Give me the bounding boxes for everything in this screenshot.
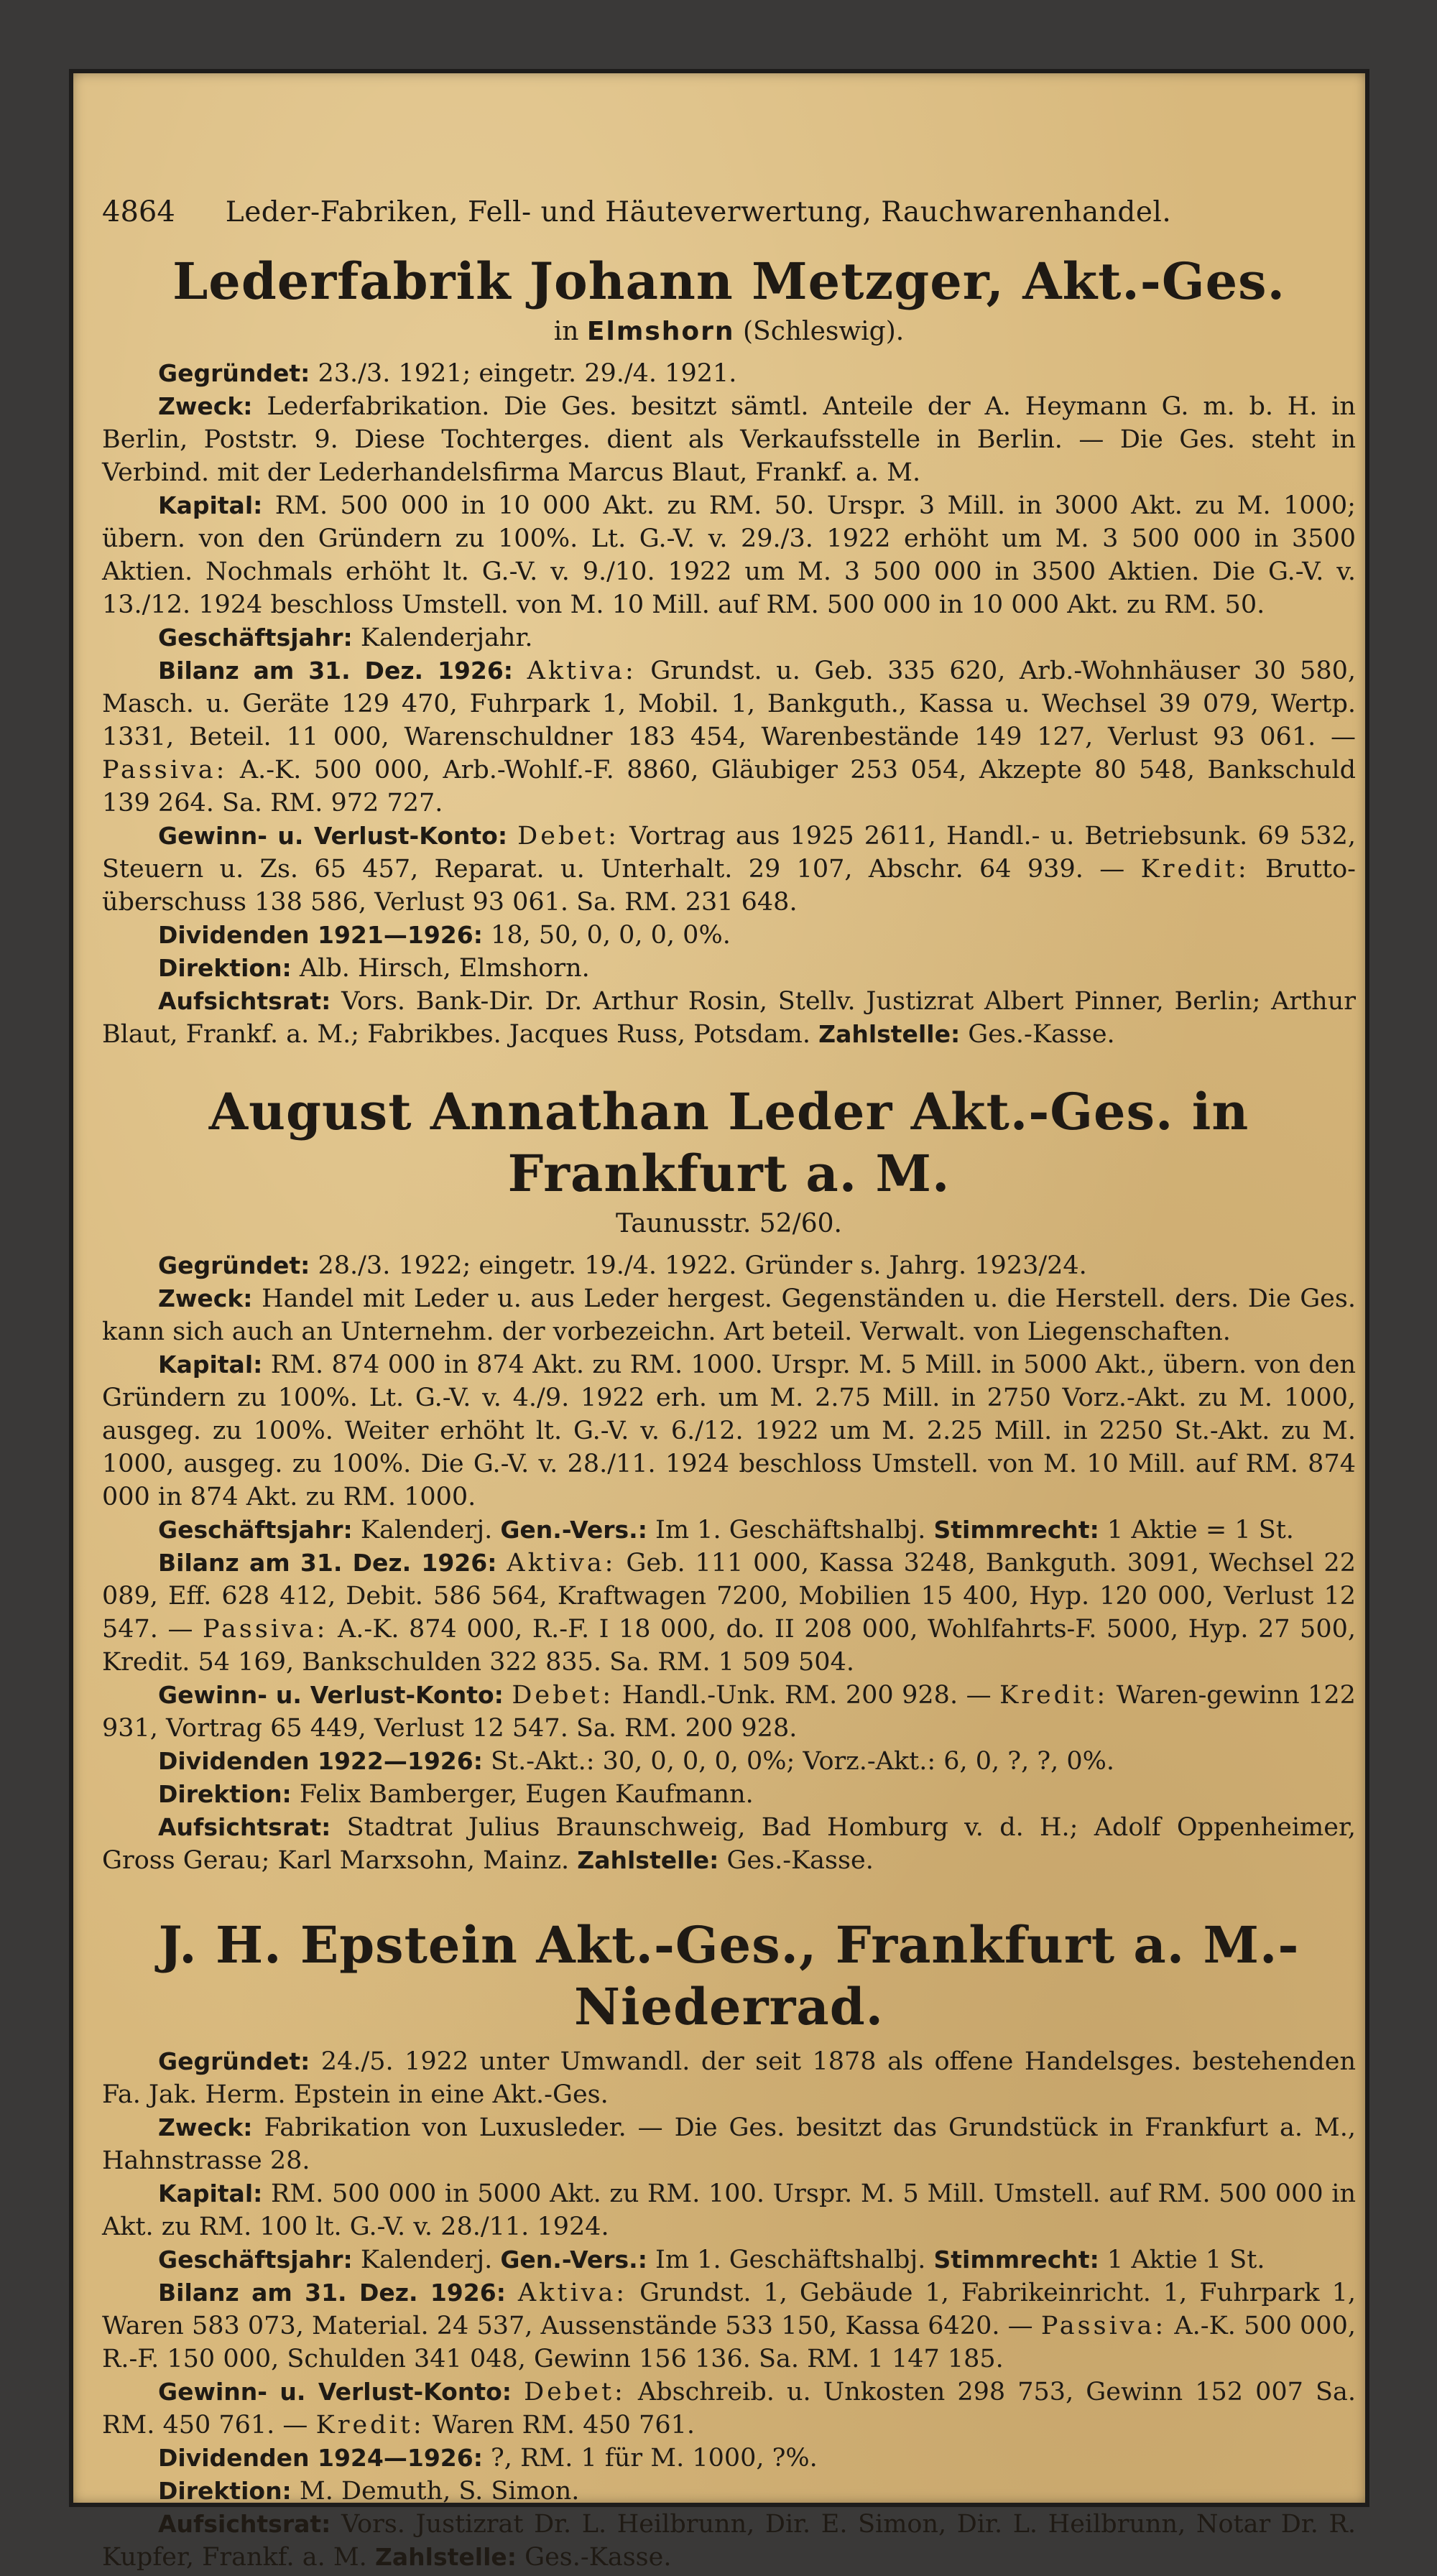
company-address: Taunusstr. 52/60. (616, 1209, 842, 1238)
management-entry: Direktion: Felix Bamberger, Eugen Kaufmann. (158, 1780, 754, 1809)
profit-loss-entry: Gewinn- u. Verlust-Konto: Debet: Handl.-Unk. RM. 200 928. — Kredit: Waren-gewinn 122 931, Vortrag 65 449, Verlust 12 547. Sa. RM. 200 928. (102, 1681, 1356, 1743)
fiscal-year-entry: Geschäftsjahr: Kalenderj. Gen.-Vers.: Im 1. Geschäftshalbj. Stimmrecht: 1 Aktie = 1 St. (158, 1516, 1294, 1544)
capital-entry: Kapital: RM. 874 000 in 874 Akt. zu RM. 1000. Urspr. M. 5 Mill. in 5000 Akt., übern. von den Gründern zu 100%. Lt. G.-V. v. 4./9. 1922 erh. um M. 2.75 Mill. in 2750 Vorz.-Akt. zu M. 1000, ausgeg. zu 100%. Weiter erhöht lt. G.-V. v. 6./12. 1922 um M. 2.25 Mill. in 2250 St.-Akt. zu M. 1000, ausgeg. zu 100%. Die G.-V. v. 28./11. 1924 beschloss Umstell. von M. 10 Mill. auf RM. 874 000 in 874 Akt. zu RM. 1000. (102, 1350, 1356, 1511)
dividends-entry: Dividenden 1924—1926: ?, RM. 1 für M. 1000, ?%. (158, 2444, 818, 2473)
founded-entry: Gegründet: 23./3. 1921; eingetr. 29./4. 1921. (158, 359, 737, 388)
fiscal-year-entry: Geschäftsjahr: Kalenderjahr. (158, 624, 533, 652)
supervisory-board-entry: Aufsichtsrat: Stadtrat Julius Braunschweig, Bad Homburg v. d. H.; Adolf Oppenheimer, Gross Gerau; Karl Marxsohn, Mainz. Zahlstelle: Ges.-Kasse. (102, 1813, 1356, 1875)
fiscal-year-entry: Geschäftsjahr: Kalenderj. Gen.-Vers.: Im 1. Geschäftshalbj. Stimmrecht: 1 Aktie 1 St. (158, 2246, 1265, 2274)
page-number: 4864 (102, 195, 175, 228)
company-name: August Annathan Leder Akt.-Ges. in Frankfurt a. M. (208, 1082, 1249, 1203)
dividends-entry: Dividenden 1922—1926: St.-Akt.: 30, 0, 0, 0, 0%; Vorz.-Akt.: 6, 0, ?, ?, 0%. (158, 1747, 1114, 1776)
running-header (102, 195, 1356, 229)
profit-loss-entry: Gewinn- u. Verlust-Konto: Debet: Vortrag aus 1925 2611, Handl.- u. Betriebsunk. 69 532, Steuern u. Zs. 65 457, Reparat. u. Unterhalt. 29 107, Abschr. 64 939. — Kredit: Brutto-überschuss 138 586, Verlust 93 061. Sa. RM. 231 648. (102, 822, 1356, 917)
management-entry: Direktion: Alb. Hirsch, Elmshorn. (158, 954, 590, 983)
profit-loss-entry: Gewinn- u. Verlust-Konto: Debet: Abschreib. u. Unkosten 298 753, Gewinn 152 007 Sa. RM. 450 761. — Kredit: Waren RM. 450 761. (102, 2378, 1356, 2440)
purpose-entry: Zweck: Handel mit Leder u. aus Leder hergest. Gegenständen u. die Herstell. ders. Die Ges. kann sich auch an Unternehm. der vorbezeichn. Art beteil. Verwalt. von Liegenschaften. (102, 1284, 1356, 1346)
founded-entry: Gegründet: 24./5. 1922 unter Umwandl. der seit 1878 als offene Handelsges. bestehenden Fa. Jak. Herm. Epstein in eine Akt.-Ges. (102, 2047, 1356, 2109)
company-entry (102, 1081, 1356, 1877)
balance-entry: Bilanz am 31. Dez. 1926: Aktiva: Grundst. u. Geb. 335 620, Arb.-Wohnhäuser 30 580, Masch. u. Geräte 129 470, Fuhrpark 1, Mobil. 1, Bankguth., Kassa u. Wechsel 39 079, Wertp. 1331, Beteil. 11 000, Warenschuldner 183 454, Warenbestände 149 127, Verlust 93 061. — Passiva: A.-K. 500 000, Arb.-Wohlf.-F. 8860, Gläubiger 253 054, Akzepte 80 548, Bankschuld 139 264. Sa. RM. 972 727. (102, 657, 1356, 817)
capital-entry: Kapital: RM. 500 000 in 10 000 Akt. zu RM. 50. Urspr. 3 Mill. in 3000 Akt. zu M. 1000; übern. von den Gründern zu 100%. Lt. G.-V. v. 29./3. 1922 erhöht um M. 3 500 000 in 3500 Aktien. Nochmals erhöht lt. G.-V. v. 9./10. 1922 um M. 3 500 000 in 3500 Aktien. Die G.-V. v. 13./12. 1924 beschloss Umstell. von M. 10 Mill. auf RM. 500 000 in 10 000 Akt. zu RM. 50. (102, 491, 1356, 619)
supervisory-board-entry: Aufsichtsrat: Vors. Justizrat Dr. L. Heilbrunn, Dir. E. Simon, Dir. L. Heilbrunn, Notar Dr. R. Kupfer, Frankf. a. M. Zahlstelle: Ges.-Kasse. (102, 2510, 1356, 2572)
balance-entry: Bilanz am 31. Dez. 1926: Aktiva: Grundst. 1, Gebäude 1, Fabrikeinricht. 1, Fuhrpark 1, Waren 583 073, Material. 24 537, Aussenstände 533 150, Kassa 6420. — Passiva: A.-K. 500 000, R.-F. 150 000, Schulden 341 048, Gewinn 156 136. Sa. RM. 1 147 185. (102, 2279, 1356, 2373)
balance-entry: Bilanz am 31. Dez. 1926: Aktiva: Geb. 111 000, Kassa 3248, Bankguth. 3091, Wechsel 22 089, Eff. 628 412, Debit. 586 564, Kraftwagen 7200, Mobilien 15 400, Hyp. 120 000, Verlust 12 547. — Passiva: A.-K. 874 000, R.-F. I 18 000, do. II 208 000, Wohlfahrts-F. 5000, Hyp. 27 500, Kredit. 54 169, Bankschulden 322 835. Sa. RM. 1 509 504. (102, 1549, 1356, 1677)
management-entry: Direktion: M. Demuth, S. Simon. (158, 2477, 580, 2506)
company-name: J. H. Epstein Akt.-Ges., Frankfurt a. M.-Niederrad. (158, 1915, 1300, 2037)
page-content (102, 195, 1356, 2574)
supervisory-board-entry: Aufsichtsrat: Vors. Bank-Dir. Dr. Arthur Rosin, Stellv. Justizrat Albert Pinner, Berlin; Arthur Blaut, Frankf. a. M.; Fabrikbes. Jacques Russ, Potsdam. Zahlstelle: Ges.-Kasse. (102, 987, 1356, 1049)
purpose-entry: Zweck: Fabrikation von Luxusleder. — Die Ges. besitzt das Grundstück in Frankfurt a. M., Hahnstrasse 28. (102, 2113, 1356, 2175)
founded-entry: Gegründet: 28./3. 1922; eingetr. 19./4. 1922. Gründer s. Jahrg. 1923/24. (158, 1251, 1087, 1280)
capital-entry: Kapital: RM. 500 000 in 5000 Akt. zu RM. 100. Urspr. M. 5 Mill. Umstell. auf RM. 500 000 in Akt. zu RM. 100 lt. G.-V. v. 28./11. 1924. (102, 2179, 1356, 2241)
company-location: in Elmshorn (Schleswig). (553, 317, 905, 346)
company-entry (102, 1914, 1356, 2574)
purpose-entry: Zweck: Lederfabrikation. Die Ges. besitzt sämtl. Anteile der A. Heymann G. m. b. H. in Berlin, Poststr. 9. Diese Tochterges. dient als Verkaufsstelle in Berlin. — Die Ges. steht in Verbind. mit der Lederhandelsfirma Marcus Blaut, Frankf. a. M. (102, 392, 1356, 487)
company-city: Elmshorn (586, 317, 735, 346)
running-title: Leder-Fabriken, Fell- und Häuteverwertung, Rauchwarenhandel. (225, 196, 1172, 228)
dividends-entry: Dividenden 1921—1926: 18, 50, 0, 0, 0, 0%. (158, 921, 731, 950)
company-name: Lederfabrik Johann Metzger, Akt.-Ges. (172, 251, 1285, 311)
company-entry (102, 251, 1356, 1051)
